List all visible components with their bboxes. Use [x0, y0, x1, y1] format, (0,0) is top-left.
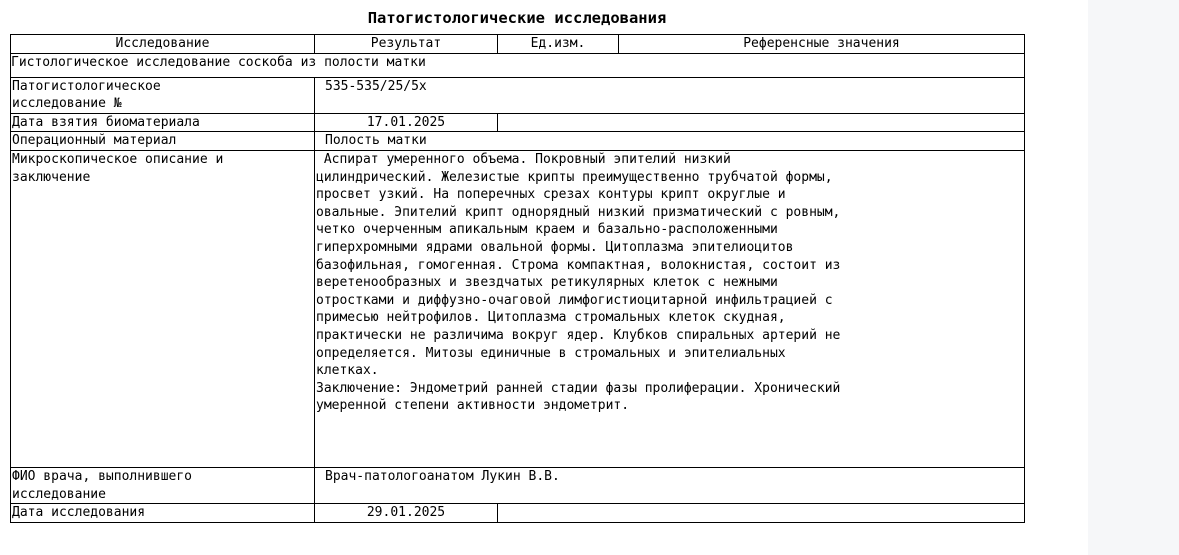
section-title: Гистологическое исследование соскоба из полости матки — [11, 53, 1025, 77]
table-header-row — [11, 35, 1025, 54]
table-row — [11, 150, 1025, 467]
side-gutter — [1088, 0, 1179, 555]
row-value: 17.01.2025 — [315, 113, 498, 132]
table-row — [11, 467, 1025, 503]
row-label: Патогистологическое исследование № — [12, 78, 161, 112]
table-row — [11, 132, 1025, 151]
column-header: Референсные значения — [619, 35, 1025, 54]
document-title: Патогистологические исследования — [367, 9, 667, 27]
row-label: Дата взятия биоматериала — [11, 113, 315, 132]
row-value: Врач-патологоанатом Лукин В.В. — [315, 467, 1025, 503]
row-label: Микроскопическое описание и заключение — [12, 151, 224, 185]
column-header: Исследование — [11, 35, 315, 54]
empty-cell — [498, 504, 1025, 523]
section-row — [11, 53, 1025, 77]
empty-cell — [498, 113, 1025, 132]
row-value: 535-535/25/5x — [315, 77, 1025, 113]
table-row — [11, 504, 1025, 523]
row-value: 29.01.2025 — [315, 504, 498, 523]
column-header: Результат — [315, 35, 498, 54]
row-label: Дата исследования — [11, 504, 315, 523]
microscopy-text: Аспират умеренного объема. Покровный эпителий низкий цилиндрический. Железистые крипты преимущественно трубчатой формы, просвет узкий. На поперечных срезах контуры крипт округлые и овальные. Эпителий крипт однорядный низкий призматический с ровным, четко очерченным апикальным краем и базально-расположенными гиперхромными ядрами овальной формы. Цитоплазма эпителиоцитов базофильная, гомогенная. Строма компактная, волокнистая, состоит из веретенообразных и звездчатых ретикулярных клеток с нежными отростками и диффузно-очаговой лимфогистиоцитарной инфильтрацией с примесью нейтрофилов. Цитоплазма стромальных клеток скудная, практически не различима вокруг ядер. Клубков спиральных артерий не определяется. Митозы единичные в стромальных и эпителиальных клетках. Заключение: Эндометрий ранней стадии фазы пролиферации. Хронический умеренной степени активности эндометрит. — [316, 151, 841, 414]
column-header: Ед.изм. — [498, 35, 619, 54]
results-table — [10, 34, 1025, 523]
row-label: ФИО врача, выполнившего исследование — [12, 468, 193, 502]
table-row — [11, 77, 1025, 113]
row-value: Полость матки — [315, 132, 1025, 151]
table-row — [11, 113, 1025, 132]
row-label: Операционный материал — [11, 132, 315, 151]
